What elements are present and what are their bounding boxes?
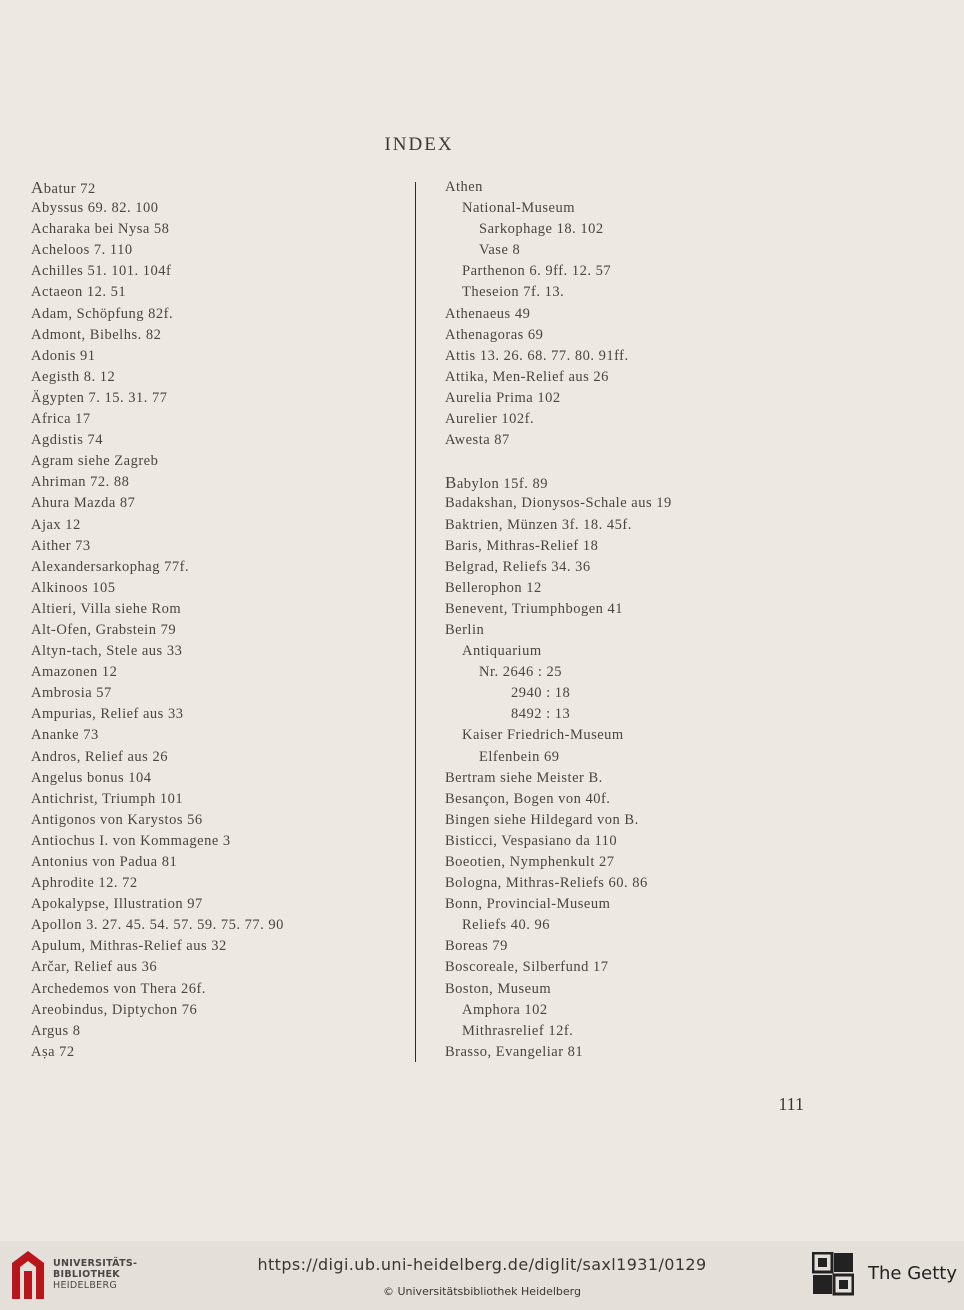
index-entry: Alexandersarkophag 77f. (31, 558, 190, 575)
index-entry: Areobindus, Diptychon 76 (31, 1001, 198, 1018)
index-subentry: Elfenbein 69 (479, 748, 560, 765)
section-initial: B (445, 473, 457, 493)
index-entry: Admont, Bibelhs. 82 (31, 326, 162, 343)
library-name-line: UNIVERSITÄTS- (53, 1258, 138, 1269)
section-initial: A (31, 178, 44, 197)
page-title: INDEX (384, 134, 454, 155)
index-entry: Bologna, Mithras-Reliefs 60. 86 (445, 875, 648, 892)
index-entry: Agram siehe Zagreb (31, 453, 159, 470)
index-entry: Boston, Museum (445, 980, 552, 997)
index-entry: Apokalypse, Illustration 97 (31, 896, 203, 913)
index-entry: Aurelia Prima 102 (445, 389, 561, 406)
index-entry: Arčar, Relief aus 36 (31, 959, 158, 976)
index-entry: Ajax 12 (31, 516, 81, 533)
index-entry: Bellerophon 12 (445, 579, 542, 596)
index-entry: Aṣa 72 (31, 1043, 75, 1060)
index-entry: Bonn, Provincial-Museum (445, 896, 611, 913)
index-entry: Berlin (445, 621, 485, 638)
index-entry: Awesta 87 (445, 432, 510, 449)
index-entry: Ampurias, Relief aus 33 (31, 706, 184, 723)
index-entry: Bertram siehe Meister B. (445, 769, 603, 786)
index-entry: Ambrosia 57 (31, 685, 112, 702)
index-subentry: Mithrasrelief 12f. (462, 1022, 574, 1039)
index-entry: Archedemos von Thera 26f. (31, 980, 206, 997)
index-entry: Attis 13. 26. 68. 77. 80. 91ff. (445, 347, 629, 364)
index-entry: Ahriman 72. 88 (31, 474, 130, 491)
index-entry: Alkinoos 105 (31, 579, 116, 596)
index-entry: Abatur 72 (31, 178, 96, 197)
index-entry: Bingen siehe Hildegard von B. (445, 811, 639, 828)
copyright-notice: © Universitätsbibliothek Heidelberg (382, 1285, 581, 1298)
index-entry: Alt-Ofen, Grabstein 79 (31, 621, 177, 638)
index-entry: Bisticci, Vespasiano da 110 (445, 832, 618, 849)
index-entry: Antiochus I. von Kommagene 3 (31, 832, 231, 849)
index-entry: Achilles 51. 101. 104f (31, 263, 172, 280)
index-entry: Athenaeus 49 (445, 305, 531, 322)
index-entry: Aegisth 8. 12 (31, 368, 116, 385)
index-subentry: Nr. 2646 : 25 (479, 664, 563, 681)
index-entry: Attika, Men-Relief aus 26 (445, 368, 609, 385)
index-entry: Belgrad, Reliefs 34. 36 (445, 558, 591, 575)
index-entry: Athenagoras 69 (445, 326, 544, 343)
index-subentry: Amphora 102 (462, 1001, 548, 1018)
page-number: 111 (778, 1094, 804, 1114)
index-entry: Brasso, Evangeliar 81 (445, 1043, 584, 1060)
index-entry: Apulum, Mithras-Relief aus 32 (31, 938, 227, 955)
getty-logo-icon (812, 1252, 854, 1296)
index-entry: Abyssus 69. 82. 100 (31, 200, 159, 217)
index-entry: Athen (445, 179, 483, 195)
index-entry: Besançon, Bogen von 40f. (445, 790, 611, 807)
index-entry: Baktrien, Münzen 3f. 18. 45f. (445, 516, 632, 533)
index-entry: Angelus bonus 104 (31, 769, 152, 786)
index-subentry: Vase 8 (479, 242, 521, 259)
index-subentry: Sarkophage 18. 102 (479, 221, 604, 238)
index-entry: Acheloos 7. 110 (31, 242, 133, 259)
index-entry: Antichrist, Triumph 101 (31, 790, 184, 807)
index-entry: Ananke 73 (31, 727, 99, 744)
index-subentry: National-Museum (462, 200, 576, 217)
index-entry: Babylon 15f. 89 (445, 473, 549, 493)
library-name-line: BIBLIOTHEK (53, 1269, 120, 1280)
index-entry: Ägypten 7. 15. 31. 77 (31, 389, 168, 406)
index-subentry: Reliefs 40. 96 (462, 917, 550, 934)
index-entry: Boeotien, Nymphenkult 27 (445, 854, 615, 870)
index-entry: Andros, Relief aus 26 (31, 748, 168, 765)
index-entry: Agdistis 74 (31, 432, 103, 449)
index-column-right (445, 177, 805, 1063)
index-column-left (31, 177, 401, 1063)
index-entry: Boreas 79 (445, 938, 508, 955)
index-subentry: 2940 : 18 (511, 685, 571, 702)
index-entry: Argus 8 (31, 1022, 81, 1039)
index-entry: Aphrodite 12. 72 (31, 875, 138, 892)
viewer-footer (0, 1241, 964, 1310)
index-entry: Baris, Mithras-Relief 18 (445, 537, 599, 554)
index-entry: Antigonos von Karystos 56 (31, 811, 203, 828)
index-entry: Actaeon 12. 51 (31, 284, 127, 301)
library-name-line: HEIDELBERG (53, 1280, 118, 1291)
column-divider (415, 182, 416, 1062)
index-entry: Antonius von Padua 81 (31, 854, 178, 870)
index-entry: Benevent, Triumphbogen 41 (445, 600, 624, 617)
getty-name: The Getty (868, 1263, 957, 1284)
index-entry: Aither 73 (31, 537, 91, 554)
index-entry: Boscoreale, Silberfund 17 (445, 959, 609, 976)
permalink-url[interactable]: https://digi.ub.uni-heidelberg.de/diglit/saxl1931/0129 (257, 1255, 707, 1274)
index-subentry: Parthenon 6. 9ff. 12. 57 (462, 263, 612, 280)
index-subentry: Theseion 7f. 13. (462, 284, 565, 301)
index-entry: Altyn-tach, Stele aus 33 (31, 643, 183, 660)
index-entry: Amazonen 12 (31, 664, 118, 681)
index-subentry: Antiquarium (462, 643, 542, 660)
index-entry: Africa 17 (31, 411, 91, 428)
section-gap (445, 451, 805, 472)
index-entry: Apollon 3. 27. 45. 54. 57. 59. 75. 77. 90 (31, 917, 284, 934)
index-entry: Adonis 91 (31, 347, 96, 364)
index-entry: Adam, Schöpfung 82f. (31, 305, 174, 322)
index-entry: Badakshan, Dionysos-Schale aus 19 (445, 495, 672, 512)
index-entry: Acharaka bei Nysa 58 (31, 221, 170, 238)
index-subentry: 8492 : 13 (511, 706, 571, 723)
index-entry: Altieri, Villa siehe Rom (31, 600, 182, 617)
index-entry: Aurelier 102f. (445, 411, 535, 428)
index-subentry: Kaiser Friedrich-Museum (462, 727, 624, 744)
index-entry: Ahura Mazda 87 (31, 495, 136, 512)
